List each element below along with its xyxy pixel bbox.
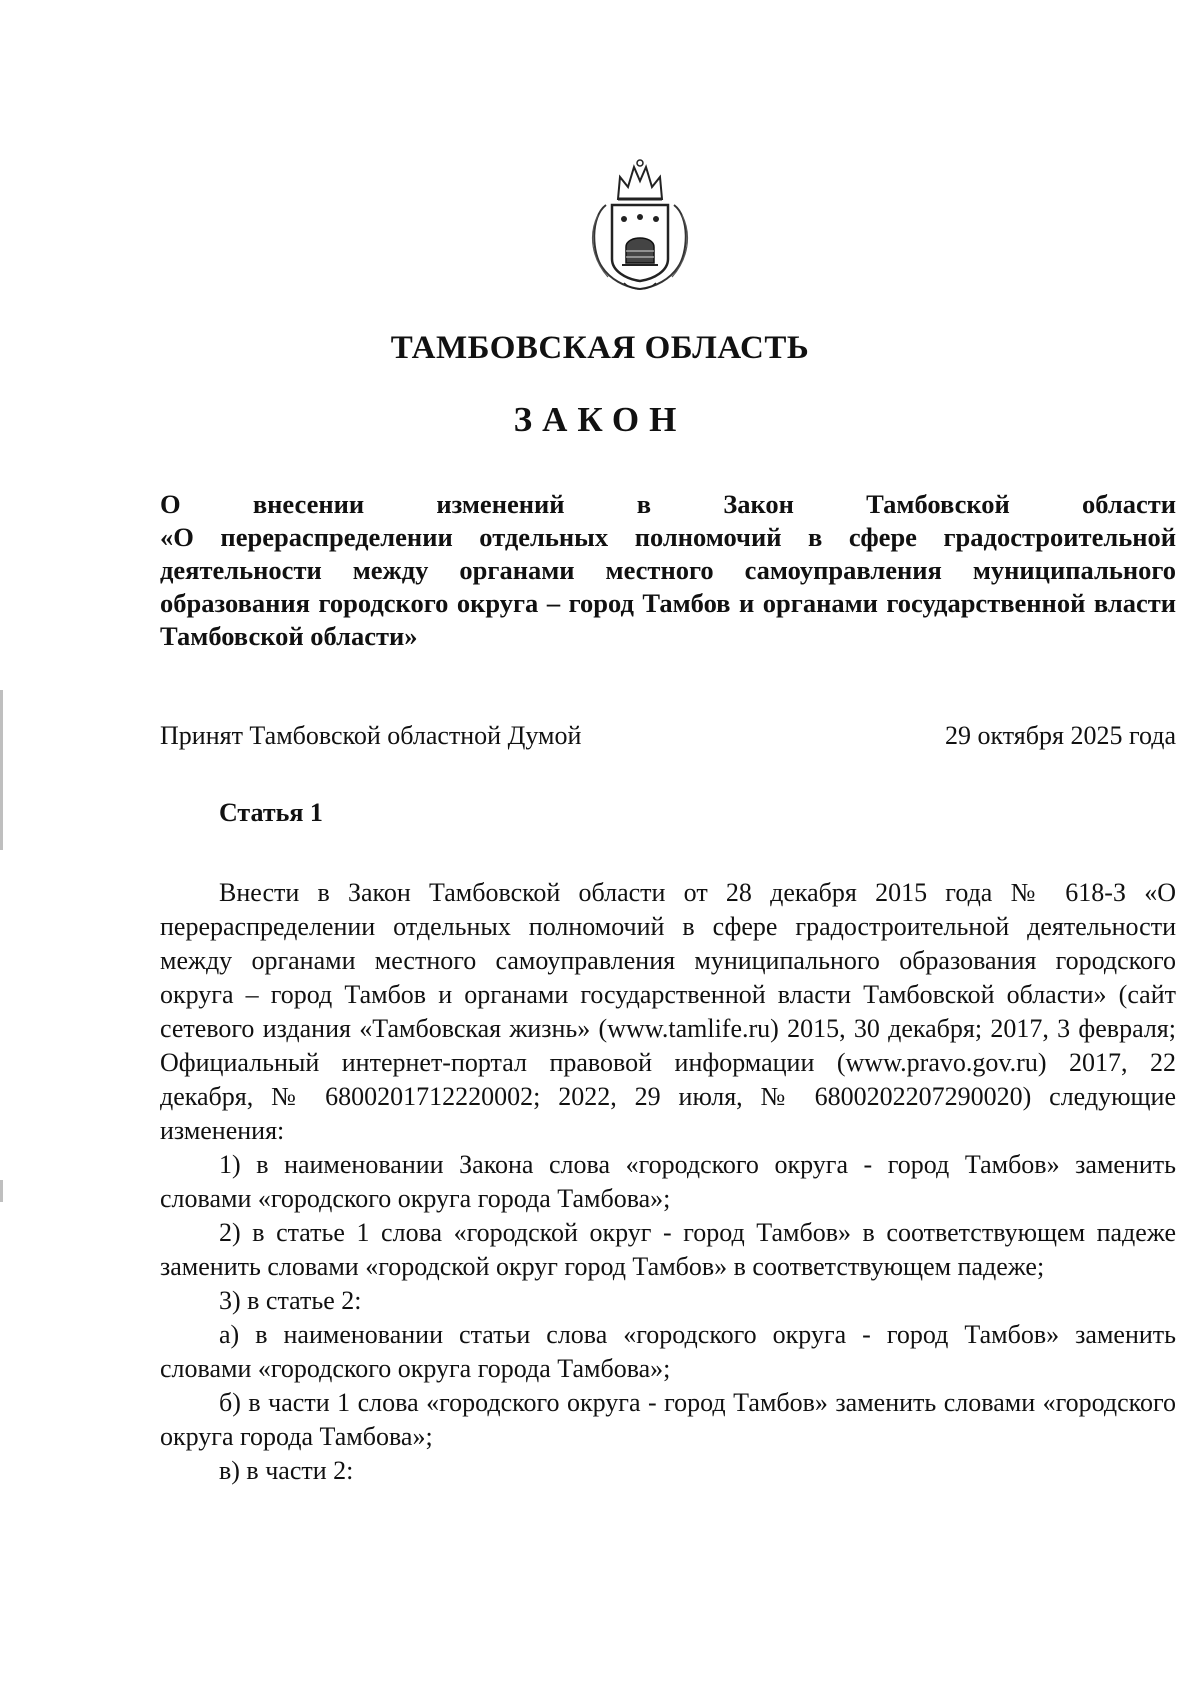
article-intro: Внести в Закон Тамбовской области от 28 декабря 2015 года № 618-З «О перераспределении отдельных полномочий в сфере градостроительной деятельности между органами местного самоуправления муниципального образования городского округа – город Тамбов и органами государственной власти Тамбовской области» (сайт сетевого издания «Тамбовская жизнь» (www.tamlife.ru) 2015, 30 декабря; 2017, 3 февраля; Официальный интернет-портал правовой информации (www.pravo.gov.ru) 2017, 22 декабря, № 6800201712220002; 2022, 29 июля, № 6800202207290020) следующие изменения: xyxy=(160,878,1176,1145)
document-type-title: ЗАКОН xyxy=(513,400,687,439)
adoption-date: 29 октября 2025 года xyxy=(945,721,1176,750)
article-body xyxy=(160,876,1176,1488)
article-item: а) в наименовании статьи слова «городского округа - город Тамбов» заменить словами «городского округа города Тамбова»; xyxy=(160,1320,1176,1383)
law-subject-title xyxy=(160,488,1176,653)
region-title: ТАМБОВСКАЯ ОБЛАСТЬ xyxy=(390,330,810,366)
article-title: Статья 1 xyxy=(219,798,323,827)
tambov-coat-of-arms-icon xyxy=(584,155,696,295)
article-item: 1) в наименовании Закона слова «городского округа - город Тамбов» заменить словами «городского округа города Тамбова»; xyxy=(160,1150,1176,1213)
article-item: б) в части 1 слова «городского округа - город Тамбов» заменить словами «городского округа города Тамбова»; xyxy=(160,1388,1176,1451)
article-item: 3) в статье 2: xyxy=(219,1286,362,1315)
adoption-row xyxy=(160,721,1176,751)
law-subject-rest: «О перераспределении отдельных полномочий в сфере градостроительной деятельности между органами местного самоуправления муниципального образования городского округа – город Тамбов и органами государственной власти Тамбовской области» xyxy=(160,522,1176,651)
adopting-body: Принят Тамбовской областной Думой xyxy=(160,721,582,750)
article-item: в) в части 2: xyxy=(219,1456,354,1485)
scan-edge-mark xyxy=(0,1180,3,1202)
article-item: 2) в статье 1 слова «городской округ - город Тамбов» в соответствующем падеже заменить словами «городской округ город Тамбов» в соответствующем падеже; xyxy=(160,1218,1176,1281)
law-subject-first-line: О внесении изменений в Закон Тамбовской области xyxy=(160,489,1176,519)
scan-edge-mark xyxy=(0,690,3,850)
